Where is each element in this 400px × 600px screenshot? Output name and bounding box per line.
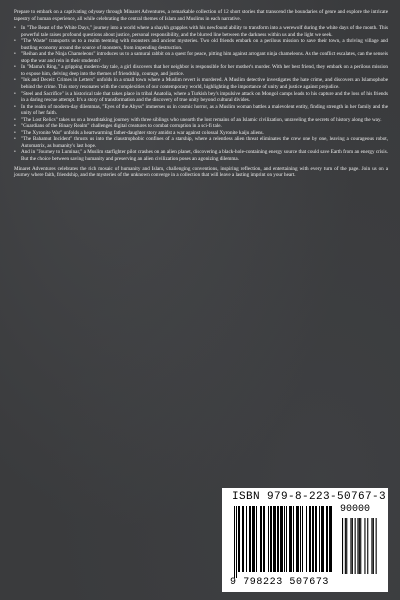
story-item (14, 77, 388, 90)
blurb-text (14, 9, 388, 179)
story-item (14, 91, 388, 104)
bullet-icon: • (14, 38, 16, 45)
story-text: "The Lost Relics" takes us on a breathtaking journey with three siblings who unearth the lost remains of an Islamic civilization, unraveling the secrets of history along the way. (21, 116, 382, 123)
story-text: "Reihan and the Ninja Chameleons" introduces us to a samurai rabbit on a quest for peace, pitting him against arrogant ninja chameleons. As the conflict escalates, can the senseis stop the war and rein in their students? (21, 51, 388, 64)
bullet-icon: • (14, 149, 16, 156)
outro-paragraph: Minaret Adventures celebrates the rich mosaic of humanity and Islam, challenging conventions, inspiring reflection, and entertaining with every turn of the page. Join us on a journey where faith, friendship, and the mysteries of the unknown converge in a collection that will leave a lasting imprint on your heart. (14, 165, 388, 179)
story-text: And in "Journey to Luminar," a Muslim starfighter pilot crashes on an alien planet, discovering a black-hole-containing energy source that could save Earth from an energy crisis. But the choice between saving humanity and preserving an alien civilization poses an agonizing dilemma. (21, 149, 388, 163)
bullet-icon: • (14, 136, 16, 143)
bullet-icon: • (14, 25, 16, 32)
story-item (14, 104, 388, 117)
isbn-label: ISBN 979-8-223-50767-3 (232, 491, 387, 503)
story-list (14, 25, 388, 162)
story-item (14, 149, 388, 162)
isbn-barcode (222, 488, 388, 592)
story-text: In the realm of modern-day dilemmas, "Eyes of the Abyss" immerses us in cosmic horror, as a Muslim woman battles a malevolent entity, finding strength in her family and the unity of her faith. (21, 103, 388, 117)
story-text: "The Waste" transports us to a realm teeming with monsters and ancient mysteries. Two old friends embark on a perilous mission to save their town, a thriving village and bustling economy around the source of monsters, from impending destruction. (21, 38, 388, 51)
bullet-icon: • (14, 129, 16, 136)
price-code: 90000 (340, 504, 371, 515)
story-item (14, 25, 388, 38)
story-text: "Guardians of the Binary Realm" challenges digital creatures to combat corruption in a sci-fi tale. (21, 123, 222, 130)
story-item (14, 64, 388, 77)
bullet-icon: • (14, 51, 16, 58)
story-item (14, 38, 388, 51)
story-text: "The Bahamut Incident" thrusts us into the claustrophobic confines of a starship, where a relentless alien threat eliminates the crew one by one, leaving a courageous robot, Automatrix, as humanity's last hope. (21, 136, 388, 149)
story-text: In "Mama's Ring," a gripping modern-day tale, a girl discovers that her neighbor is responsible for her mother's murder. With her best friend, they embark on a perilous mission to expose him, delving deep into the themes of friendship, courage, and justice. (21, 64, 388, 77)
barcode-bars (230, 504, 382, 578)
bullet-icon: • (14, 77, 16, 84)
barcode-digits: 9 798223 507673 (230, 577, 330, 588)
intro-paragraph: Prepare to embark on a captivating odyssey through Minaret Adventures, a remarkable collection of 12 short stories that transcend the boundaries of genre and explore the intricate tapestry of human experience, all while celebrating the central themes of Islam and Muslims in each narrative. (14, 9, 388, 22)
story-item (14, 51, 388, 64)
bullet-icon: • (14, 116, 16, 123)
story-text: In "The Beast of the White Days," journey into a world where a shaykh grapples with his newfound ability to transform into a werewolf during the white days of the month. This powerful tale raises profound questions about justice, personal responsibility, and the blurred line between the darkness within us and the light we seek. (21, 25, 388, 38)
bullet-icon: • (14, 90, 16, 97)
bullet-icon: • (14, 64, 16, 71)
story-text: "Steel and Sacrifice" is a historical tale that takes place in tribal Anatolia, where a Turkish bey's impulsive attack on Mongol camps leads to his capture and the loss of his friends in a daring rescue attempt. It's a story of transformation and the discovery of true unity beyond cultural divides. (21, 90, 388, 104)
story-item (14, 136, 388, 149)
bullet-icon: • (14, 123, 16, 130)
story-text: "The Xyronite War" unfolds a heartwarming father-daughter story amidst a war against colossal Xyronite kaiju aliens. (21, 129, 264, 136)
bullet-icon: • (14, 103, 16, 110)
story-text: "Ink and Deceit: Crimes in Letters" unfolds in a small town where a Muslim revert is murdered. A Muslim detective investigates the hate crime, and discovers an Islamophobe behind the crime. This story resonates with the complexities of our contemporary world, highlighting the importance of unity and justice against prejudice. (21, 77, 388, 91)
